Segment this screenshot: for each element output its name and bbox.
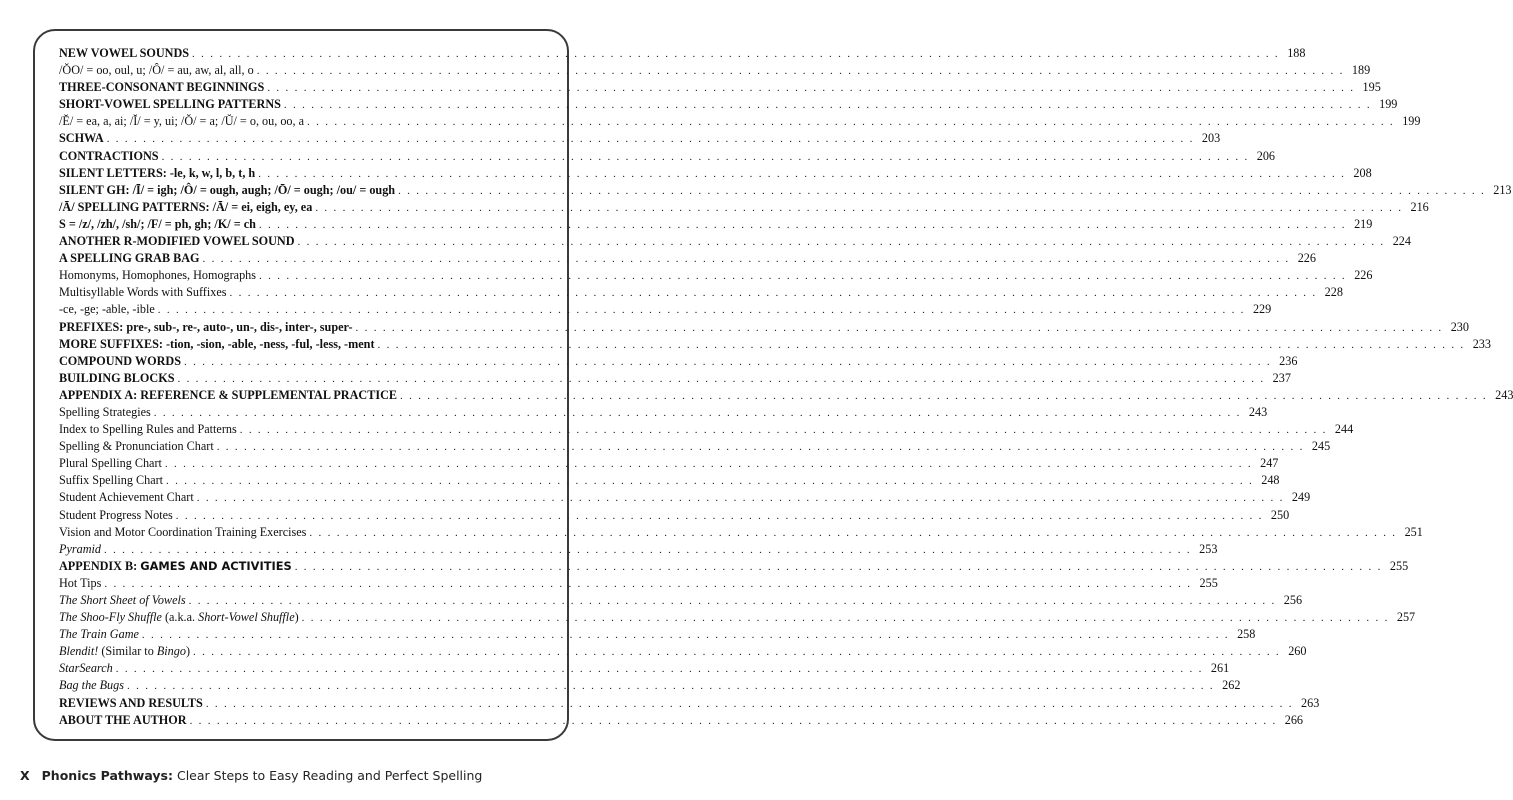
toc-entry-title-part: PREFIXES: pre-, sub-, re-, auto-, un-, dis-, inter-, super-	[59, 319, 353, 334]
toc-entry-page: 199	[1402, 114, 1421, 129]
toc-entry-title-part: REVIEWS AND RESULTS	[59, 695, 203, 710]
toc-entry-page: 213	[1493, 182, 1512, 197]
toc-entry-title-part: The Shoo-Fly Shuffle	[59, 610, 162, 625]
dot-leader: . . . . . . . . . . . . . . . . . . . . . . . . . . . . . . . . . . . . . . . . . . . . . . . . . . . . . . . . . . . . . . . . . . . . . . . . . . . . . . . . . . . . . . . . . . . . . . . . . . . . . . . . . . . . . . . . . . . . . . . .	[205, 697, 1294, 710]
dot-leader: . . . . . . . . . . . . . . . . . . . . . . . . . . . . . . . . . . . . . . . . . . . . . . . . . . . . . . . . . . . . . . . . . . . . . . . . . . . . . . . . . . . . . . . . . . . . . . . . . . . . . . . . . . . . . . . . . . . . . . . .	[400, 389, 1488, 402]
toc-entry-title	[59, 592, 189, 609]
toc-entry-title	[59, 455, 165, 472]
toc-entry-title	[59, 113, 307, 130]
dot-leader: . . . . . . . . . . . . . . . . . . . . . . . . . . . . . . . . . . . . . . . . . . . . . . . . . . . . . . . . . . . . . . . . . . . . . . . . . . . . . . . . . . . . . . . . . . . . . . . . . . . . . . . . . . . . . . . . . . . . . . . .	[256, 65, 1345, 78]
toc-entry	[59, 626, 1256, 643]
toc-entry-title	[59, 507, 176, 524]
toc-entry-title-part: -ce, -ge; -able, -ible	[59, 302, 155, 317]
dot-leader: . . . . . . . . . . . . . . . . . . . . . . . . . . . . . . . . . . . . . . . . . . . . . . . . . . . . . . . . . . . . . . . . . . . . . . . . . . . . . . . . . . . . . . . . . . . . . . . . . . . . . . . . . . . . . . . . . . . . . . . .	[184, 355, 1272, 368]
dot-leader: . . . . . . . . . . . . . . . . . . . . . . . . . . . . . . . . . . . . . . . . . . . . . . . . . . . . . . . . . . . . . . . . . . . . . . . . . . . . . . . . . . . . . . . . . . . . . . . . . . . . . . . . . . . . . . . . . . . . . . . .	[166, 475, 1254, 488]
toc-entry	[59, 438, 1331, 455]
toc-entry-title-part: StarSearch	[59, 661, 113, 676]
toc-entry-page: 199	[1379, 97, 1398, 112]
toc-entry	[59, 472, 1280, 489]
dot-leader: . . . . . . . . . . . . . . . . . . . . . . . . . . . . . . . . . . . . . . . . . . . . . . . . . . . . . . . . . . . . . . . . . . . . . . . . . . . . . . . . . . . . . . . . . . . . . . . . . . . . . . . . . . . . . . . . . . . . . . . .	[267, 82, 1355, 95]
toc-entry-title-part: SILENT LETTERS: -le, k, w, l, b, t, h	[59, 165, 256, 180]
toc-entry	[59, 79, 1381, 96]
toc-entry-title	[59, 165, 258, 182]
toc-entry-title	[59, 438, 217, 455]
toc-entry-page: 195	[1362, 80, 1381, 95]
toc-entry-title	[59, 575, 104, 592]
toc-entry	[59, 695, 1320, 712]
toc-entry-page: 247	[1260, 456, 1279, 471]
dot-leader: . . . . . . . . . . . . . . . . . . . . . . . . . . . . . . . . . . . . . . . . . . . . . . . . . . . . . . . . . . . . . . . . . . . . . . . . . . . . . . . . . . . . . . . . . . . . . . . . . . . . . . . . . . . . . . . . . . . . . . . .	[157, 304, 1246, 317]
toc-entry-title-part: APPENDIX B:	[59, 558, 141, 573]
toc-entry-page: 216	[1410, 199, 1429, 214]
toc-entry	[59, 677, 1241, 694]
toc-entry-title-part: SILENT GH: /Ī/ = igh; /Ô/ = ough, augh; /Ō/ = ough; /ou/ = ough	[59, 182, 396, 197]
dot-leader: . . . . . . . . . . . . . . . . . . . . . . . . . . . . . . . . . . . . . . . . . . . . . . . . . . . . . . . . . . . . . . . . . . . . . . . . . . . . . . . . . . . . . . . . . . . . . . . . . . . . . . . . . . . . . . . . . . . . . . . .	[216, 441, 1305, 454]
toc-entry-page: 206	[1256, 148, 1276, 163]
toc-entry	[59, 267, 1373, 284]
toc-entry-title	[59, 250, 203, 267]
toc-entry-title-part: Spelling Strategies	[59, 404, 151, 419]
toc-entry-page: 249	[1291, 490, 1311, 505]
toc-entry-title-part: )	[185, 644, 191, 659]
dot-leader: . . . . . . . . . . . . . . . . . . . . . . . . . . . . . . . . . . . . . . . . . . . . . . . . . . . . . . . . . . . . . . . . . . . . . . . . . . . . . . . . . . . . . . . . . . . . . . . . . . . . . . . . . . . . . . . . . . . . . . . .	[315, 201, 1403, 214]
toc-entry-title	[59, 660, 116, 677]
toc-entry-title	[59, 489, 197, 506]
toc-entry-title-part: Short-Vowel Shuffle	[198, 610, 295, 625]
book-subtitle: Clear Steps to Easy Reading and Perfect Spelling	[173, 768, 483, 783]
toc-entry-title	[59, 45, 192, 62]
toc-entry-title-part: APPENDIX A: REFERENCE & SUPPLEMENTAL PRACTICE	[59, 387, 397, 402]
toc-entry-page: 233	[1472, 336, 1491, 351]
toc-entry-page: 261	[1210, 661, 1230, 676]
toc-entry-title	[59, 370, 177, 387]
dot-leader: . . . . . . . . . . . . . . . . . . . . . . . . . . . . . . . . . . . . . . . . . . . . . . . . . . . . . . . . . . . . . . . . . . . . . . . . . . . . . . . . . . . . . . . . . . . . . . . . . . . . . . . . . . . . . . . . . . . . . . . .	[189, 714, 1278, 727]
toc-entry-title	[59, 130, 107, 147]
toc-entry-title	[59, 677, 127, 694]
dot-leader: . . . . . . . . . . . . . . . . . . . . . . . . . . . . . . . . . . . . . . . . . . . . . . . . . . . . . . . . . . . . . . . . . . . . . . . . . . . . . . . . . . . . . . . . . . . . . . . . . . . . . . . . . . . . . . . . . . . . . . . .	[196, 492, 1285, 505]
toc-entry-title-part: Blendit!	[59, 644, 99, 659]
toc-entry-page: 229	[1252, 302, 1272, 317]
dot-leader: . . . . . . . . . . . . . . . . . . . . . . . . . . . . . . . . . . . . . . . . . . . . . . . . . . . . . . . . . . . . . . . . . . . . . . . . . . . . . . . . . . . . . . . . . . . . . . . . . . . . . . . . . . . . . . . . . . . . . . . .	[188, 595, 1277, 607]
table-of-contents	[59, 45, 1513, 729]
toc-entry	[59, 148, 1276, 165]
dot-leader: . . . . . . . . . . . . . . . . . . . . . . . . . . . . . . . . . . . . . . . . . . . . . . . . . . . . . . . . . . . . . . . . . . . . . . . . . . . . . . . . . . . . . . . . . . . . . . . . . . . . . . . . . . . . . . . . . . . . . . . .	[202, 253, 1290, 266]
dot-leader: . . . . . . . . . . . . . . . . . . . . . . . . . . . . . . . . . . . . . . . . . . . . . . . . . . . . . . . . . . . . . . . . . . . . . . . . . . . . . . . . . . . . . . . . . . . . . . . . . . . . . . . . . . . . . . . . . . . . . . . .	[377, 338, 1465, 351]
toc-entry-title	[59, 336, 378, 353]
toc-entry-title	[59, 284, 230, 301]
toc-entry-page: 226	[1354, 268, 1373, 283]
toc-entry-title-part: GAMES AND ACTIVITIES	[140, 558, 292, 573]
toc-entry-title-part: COMPOUND WORDS	[59, 353, 181, 368]
toc-entry-title-part: BUILDING BLOCKS	[59, 370, 175, 385]
toc-entry-page: 236	[1279, 353, 1298, 368]
toc-entry	[59, 524, 1423, 541]
toc-entry	[59, 592, 1303, 609]
toc-entry-title	[59, 267, 259, 284]
toc-entry-page: 244	[1334, 422, 1354, 437]
toc-entry-page: 258	[1237, 627, 1256, 642]
toc-entry-page: 251	[1404, 524, 1423, 539]
toc-entry-title	[59, 79, 267, 96]
toc-entry-title-part: Pyramid	[59, 541, 101, 556]
toc-entry-title-part: Index to Spelling Rules and Patterns	[59, 422, 237, 437]
toc-entry-title	[59, 148, 162, 165]
dot-leader: . . . . . . . . . . . . . . . . . . . . . . . . . . . . . . . . . . . . . . . . . . . . . . . . . . . . . . . . . . . . . . . . . . . . . . . . . . . . . . . . . . . . . . . . . . . . . . . . . . . . . . . . . . . . . . . . . . . . . . . .	[355, 321, 1443, 334]
toc-entry-page: 248	[1261, 473, 1280, 488]
toc-entry-page: 226	[1297, 251, 1316, 266]
toc-entry-title-part: Vision and Motor Coordination Training Exercises	[59, 524, 307, 539]
dot-leader: . . . . . . . . . . . . . . . . . . . . . . . . . . . . . . . . . . . . . . . . . . . . . . . . . . . . . . . . . . . . . . . . . . . . . . . . . . . . . . . . . . . . . . . . . . . . . . . . . . . . . . . . . . . . . . . . . . . . . . . .	[258, 218, 1347, 231]
toc-entry-title-part: Student Achievement Chart	[59, 490, 194, 505]
toc-entry-title	[59, 353, 184, 370]
dot-leader: . . . . . . . . . . . . . . . . . . . . . . . . . . . . . . . . . . . . . . . . . . . . . . . . . . . . . . . . . . . . . . . . . . . . . . . . . . . . . . . . . . . . . . . . . . . . . . . . . . . . . . . . . . . . . . . . . . . . . . . .	[127, 680, 1215, 693]
dot-leader: . . . . . . . . . . . . . . . . . . . . . . . . . . . . . . . . . . . . . . . . . . . . . . . . . . . . . . . . . . . . . . . . . . . . . . . . . . . . . . . . . . . . . . . . . . . . . . . . . . . . . . . . . . . . . . . . . . . . . . . .	[193, 646, 1281, 659]
toc-entry-title-part: S = /z/, /zh/, /sh/; /F/ = ph, gh; /K/ = ch	[59, 216, 256, 231]
toc-entry-page: 219	[1354, 216, 1373, 231]
toc-entry	[59, 387, 1513, 404]
toc-entry-title-part: ANOTHER R-MODIFIED VOWEL SOUND	[59, 234, 295, 249]
dot-leader: . . . . . . . . . . . . . . . . . . . . . . . . . . . . . . . . . . . . . . . . . . . . . . . . . . . . . . . . . . . . . . . . . . . . . . . . . . . . . . . . . . . . . . . . . . . . . . . . . . . . . . . . . . . . . . . . . . . . . . . .	[229, 287, 1317, 300]
toc-entry-title-part: ABOUT THE AUTHOR	[59, 712, 187, 727]
toc-entry-title	[59, 319, 356, 336]
dot-leader: . . . . . . . . . . . . . . . . . . . . . . . . . . . . . . . . . . . . . . . . . . . . . . . . . . . . . . . . . . . . . . . . . . . . . . . . . . . . . . . . . . . . . . . . . . . . . . . . . . . . . . . . . . . . . . . . . . . . . . . .	[164, 458, 1253, 471]
toc-entry-title	[59, 199, 315, 216]
toc-entry	[59, 575, 1218, 592]
toc-entry-title	[59, 404, 154, 421]
toc-entry-title	[59, 216, 259, 233]
toc-entry	[59, 233, 1411, 250]
toc-entry-title	[59, 695, 206, 712]
dot-leader: . . . . . . . . . . . . . . . . . . . . . . . . . . . . . . . . . . . . . . . . . . . . . . . . . . . . . . . . . . . . . . . . . . . . . . . . . . . . . . . . . . . . . . . . . . . . . . . . . . . . . . . . . . . . . . . . . . . . . . . .	[153, 406, 1242, 419]
toc-entry-title	[59, 609, 302, 626]
toc-entry-page: 255	[1199, 575, 1218, 590]
toc-entry	[59, 558, 1409, 575]
toc-entry	[59, 130, 1221, 147]
dot-leader: . . . . . . . . . . . . . . . . . . . . . . . . . . . . . . . . . . . . . . . . . . . . . . . . . . . . . . . . . . . . . . . . . . . . . . . . . . . . . . . . . . . . . . . . . . . . . . . . . . . . . . . . . . . . . . . . . . . . . . . .	[301, 612, 1390, 625]
dot-leader: . . . . . . . . . . . . . . . . . . . . . . . . . . . . . . . . . . . . . . . . . . . . . . . . . . . . . . . . . . . . . . . . . . . . . . . . . . . . . . . . . . . . . . . . . . . . . . . . . . . . . . . . . . . . . . . . . . . . . . . .	[175, 509, 1264, 522]
dot-leader: . . . . . . . . . . . . . . . . . . . . . . . . . . . . . . . . . . . . . . . . . . . . . . . . . . . . . . . . . . . . . . . . . . . . . . . . . . . . . . . . . . . . . . . . . . . . . . . . . . . . . . . . . . . . . . . . . . . . . . . .	[192, 48, 1280, 60]
toc-entry-title-part: Bag the Bugs	[59, 678, 124, 693]
toc-entry-title-part: (a.k.a.	[161, 610, 199, 625]
dot-leader: . . . . . . . . . . . . . . . . . . . . . . . . . . . . . . . . . . . . . . . . . . . . . . . . . . . . . . . . . . . . . . . . . . . . . . . . . . . . . . . . . . . . . . . . . . . . . . . . . . . . . . . . . . . . . . . . . . . . . . . .	[239, 424, 1328, 437]
toc-entry	[59, 660, 1230, 677]
toc-entry-page: 243	[1248, 404, 1268, 419]
toc-entry	[59, 216, 1373, 233]
toc-entry-title-part: /Ĕ/ = ea, a, ai; /Ĭ/ = y, ui; /Ŏ/ = a; /Ŭ/ = o, ou, oo, a	[59, 114, 305, 129]
toc-entry	[59, 643, 1307, 660]
toc-entry-title-part: (Similar to	[98, 644, 157, 659]
toc-entry-page: 250	[1270, 507, 1290, 522]
toc-entry-title	[59, 541, 104, 558]
toc-entry	[59, 319, 1469, 336]
dot-leader: . . . . . . . . . . . . . . . . . . . . . . . . . . . . . . . . . . . . . . . . . . . . . . . . . . . . . . . . . . . . . . . . . . . . . . . . . . . . . . . . . . . . . . . . . . . . . . . . . . . . . . . . . . . . . . . . . . . . . . . .	[106, 133, 1195, 146]
dot-leader: . . . . . . . . . . . . . . . . . . . . . . . . . . . . . . . . . . . . . . . . . . . . . . . . . . . . . . . . . . . . . . . . . . . . . . . . . . . . . . . . . . . . . . . . . . . . . . . . . . . . . . . . . . . . . . . . . . . . . . . .	[104, 577, 1192, 590]
toc-entry-page: 224	[1392, 234, 1411, 249]
toc-entry-title-part: /ŎO/ = oo, oul, u; /Ô/ = au, aw, al, all, o	[59, 63, 254, 78]
dot-leader: . . . . . . . . . . . . . . . . . . . . . . . . . . . . . . . . . . . . . . . . . . . . . . . . . . . . . . . . . . . . . . . . . . . . . . . . . . . . . . . . . . . . . . . . . . . . . . . . . . . . . . . . . . . . . . . . . . . . . . . .	[259, 270, 1347, 283]
toc-entry-title	[59, 626, 142, 643]
toc-entry-page: 230	[1450, 319, 1469, 334]
toc-entry	[59, 199, 1429, 216]
toc-entry	[59, 353, 1298, 370]
dot-leader: . . . . . . . . . . . . . . . . . . . . . . . . . . . . . . . . . . . . . . . . . . . . . . . . . . . . . . . . . . . . . . . . . . . . . . . . . . . . . . . . . . . . . . . . . . . . . . . . . . . . . . . . . . . . . . . . . . . . . . . .	[115, 663, 1204, 676]
toc-entry-title-part: Plural Spelling Chart	[59, 456, 162, 471]
toc-entry-title	[59, 96, 284, 113]
toc-entry-page: 256	[1283, 593, 1303, 607]
dot-leader: . . . . . . . . . . . . . . . . . . . . . . . . . . . . . . . . . . . . . . . . . . . . . . . . . . . . . . . . . . . . . . . . . . . . . . . . . . . . . . . . . . . . . . . . . . . . . . . . . . . . . . . . . . . . . . . . . . . . . . . .	[258, 167, 1346, 180]
toc-entry-title	[59, 182, 398, 199]
toc-entry	[59, 284, 1343, 301]
toc-entry-title	[59, 387, 400, 404]
toc-entry	[59, 370, 1291, 387]
toc-entry-title-part: )	[294, 610, 299, 625]
dot-leader: . . . . . . . . . . . . . . . . . . . . . . . . . . . . . . . . . . . . . . . . . . . . . . . . . . . . . . . . . . . . . . . . . . . . . . . . . . . . . . . . . . . . . . . . . . . . . . . . . . . . . . . . . . . . . . . . . . . . . . . .	[177, 372, 1265, 385]
toc-entry-title	[59, 558, 295, 575]
toc-entry-page: 263	[1301, 695, 1320, 710]
toc-entry	[59, 609, 1416, 626]
toc-entry-title	[59, 712, 190, 729]
toc-entry-page: 262	[1222, 678, 1241, 693]
toc-entry	[59, 301, 1272, 318]
toc-entry-page: 243	[1495, 387, 1513, 402]
page-footer	[20, 768, 580, 783]
toc-entry-page: 203	[1201, 131, 1221, 146]
toc-entry	[59, 336, 1491, 353]
dot-leader: . . . . . . . . . . . . . . . . . . . . . . . . . . . . . . . . . . . . . . . . . . . . . . . . . . . . . . . . . . . . . . . . . . . . . . . . . . . . . . . . . . . . . . . . . . . . . . . . . . . . . . . . . . . . . . . . . . . . . . . .	[141, 629, 1230, 642]
dot-leader: . . . . . . . . . . . . . . . . . . . . . . . . . . . . . . . . . . . . . . . . . . . . . . . . . . . . . . . . . . . . . . . . . . . . . . . . . . . . . . . . . . . . . . . . . . . . . . . . . . . . . . . . . . . . . . . . . . . . . . . .	[307, 116, 1395, 129]
dot-leader: . . . . . . . . . . . . . . . . . . . . . . . . . . . . . . . . . . . . . . . . . . . . . . . . . . . . . . . . . . . . . . . . . . . . . . . . . . . . . . . . . . . . . . . . . . . . . . . . . . . . . . . . . . . . . . . . . . . . . . . .	[297, 236, 1385, 249]
toc-entry-title-part: CONTRACTIONS	[59, 148, 159, 163]
toc-entry-page: 245	[1311, 439, 1331, 454]
toc-entry-title-part: The Train Game	[59, 627, 139, 642]
toc-entry-title-part: A SPELLING GRAB BAG	[59, 251, 200, 266]
toc-entry-title-part: /Ā/ SPELLING PATTERNS: /Ā/ = ei, eigh, ey, ea	[59, 199, 313, 214]
page-numeral: X	[20, 768, 30, 783]
toc-entry-page: 255	[1389, 558, 1409, 573]
toc-entry	[59, 96, 1398, 113]
toc-entry	[59, 404, 1268, 421]
toc-entry-title-part: Bingo	[156, 644, 186, 659]
dot-leader: . . . . . . . . . . . . . . . . . . . . . . . . . . . . . . . . . . . . . . . . . . . . . . . . . . . . . . . . . . . . . . . . . . . . . . . . . . . . . . . . . . . . . . . . . . . . . . . . . . . . . . . . . . . . . . . . . . . . . . . .	[309, 526, 1397, 539]
toc-entry	[59, 165, 1372, 182]
toc-entry-page: 266	[1284, 712, 1304, 727]
toc-entry-title	[59, 472, 166, 489]
toc-entry-title	[59, 301, 158, 318]
toc-entry-title-part: THREE-CONSONANT BEGINNINGS	[59, 80, 265, 95]
toc-entry-page: 253	[1199, 541, 1218, 556]
toc-entry-title-part: NEW VOWEL SOUNDS	[59, 46, 190, 60]
toc-entry	[59, 489, 1311, 506]
dot-leader: . . . . . . . . . . . . . . . . . . . . . . . . . . . . . . . . . . . . . . . . . . . . . . . . . . . . . . . . . . . . . . . . . . . . . . . . . . . . . . . . . . . . . . . . . . . . . . . . . . . . . . . . . . . . . . . . . . . . . . . .	[398, 184, 1486, 197]
toc-entry-title	[59, 233, 298, 250]
toc-entry-page: 208	[1353, 165, 1372, 180]
toc-entry	[59, 250, 1316, 267]
toc-entry-page: 188	[1287, 46, 1306, 60]
toc-entry-page: 260	[1288, 644, 1307, 659]
toc-entry-title-part: Suffix Spelling Chart	[59, 473, 164, 488]
toc-entry-title-part: Hot Tips	[59, 575, 102, 590]
toc-entry-title	[59, 524, 309, 541]
toc-entry	[59, 45, 1306, 62]
dot-leader: . . . . . . . . . . . . . . . . . . . . . . . . . . . . . . . . . . . . . . . . . . . . . . . . . . . . . . . . . . . . . . . . . . . . . . . . . . . . . . . . . . . . . . . . . . . . . . . . . . . . . . . . . . . . . . . . . . . . . . . .	[103, 543, 1192, 556]
toc-entry-title	[59, 643, 193, 660]
toc-entry-title	[59, 421, 240, 438]
toc-entry	[59, 182, 1512, 199]
dot-leader: . . . . . . . . . . . . . . . . . . . . . . . . . . . . . . . . . . . . . . . . . . . . . . . . . . . . . . . . . . . . . . . . . . . . . . . . . . . . . . . . . . . . . . . . . . . . . . . . . . . . . . . . . . . . . . . . . . . . . . . .	[161, 150, 1250, 163]
toc-entry-title-part: Spelling & Pronunciation Chart	[59, 439, 214, 454]
toc-entry	[59, 62, 1371, 79]
toc-entry-page: 189	[1351, 63, 1371, 78]
toc-entry-title-part: SHORT-VOWEL SPELLING PATTERNS	[59, 97, 281, 112]
toc-entry	[59, 541, 1218, 558]
toc-entry-title	[59, 62, 257, 79]
toc-entry	[59, 507, 1290, 524]
toc-entry-title-part: The Short Sheet of Vowels	[59, 593, 186, 607]
toc-entry	[59, 421, 1354, 438]
toc-entry-title-part: Multisyllable Words with Suffixes	[59, 285, 227, 300]
toc-entry-page: 228	[1324, 285, 1343, 300]
dot-leader: . . . . . . . . . . . . . . . . . . . . . . . . . . . . . . . . . . . . . . . . . . . . . . . . . . . . . . . . . . . . . . . . . . . . . . . . . . . . . . . . . . . . . . . . . . . . . . . . . . . . . . . . . . . . . . . . . . . . . . . .	[283, 99, 1372, 112]
toc-entry-title-part: Student Progress Notes	[59, 507, 173, 522]
toc-entry-page: 257	[1396, 610, 1416, 625]
dot-leader: . . . . . . . . . . . . . . . . . . . . . . . . . . . . . . . . . . . . . . . . . . . . . . . . . . . . . . . . . . . . . . . . . . . . . . . . . . . . . . . . . . . . . . . . . . . . . . . . . . . . . . . . . . . . . . . . . . . . . . . .	[294, 560, 1383, 573]
book-title: Phonics Pathways:	[41, 768, 173, 783]
toc-entry	[59, 113, 1421, 130]
toc-entry	[59, 712, 1304, 729]
toc-entry	[59, 455, 1279, 472]
toc-entry-title-part: MORE SUFFIXES: -tion, -sion, -able, -ness, -ful, -less, -ment	[59, 336, 375, 351]
toc-entry-page: 237	[1272, 370, 1291, 385]
toc-entry-title-part: SCHWA	[59, 131, 104, 146]
toc-entry-title-part: Homonyms, Homophones, Homographs	[59, 268, 257, 283]
